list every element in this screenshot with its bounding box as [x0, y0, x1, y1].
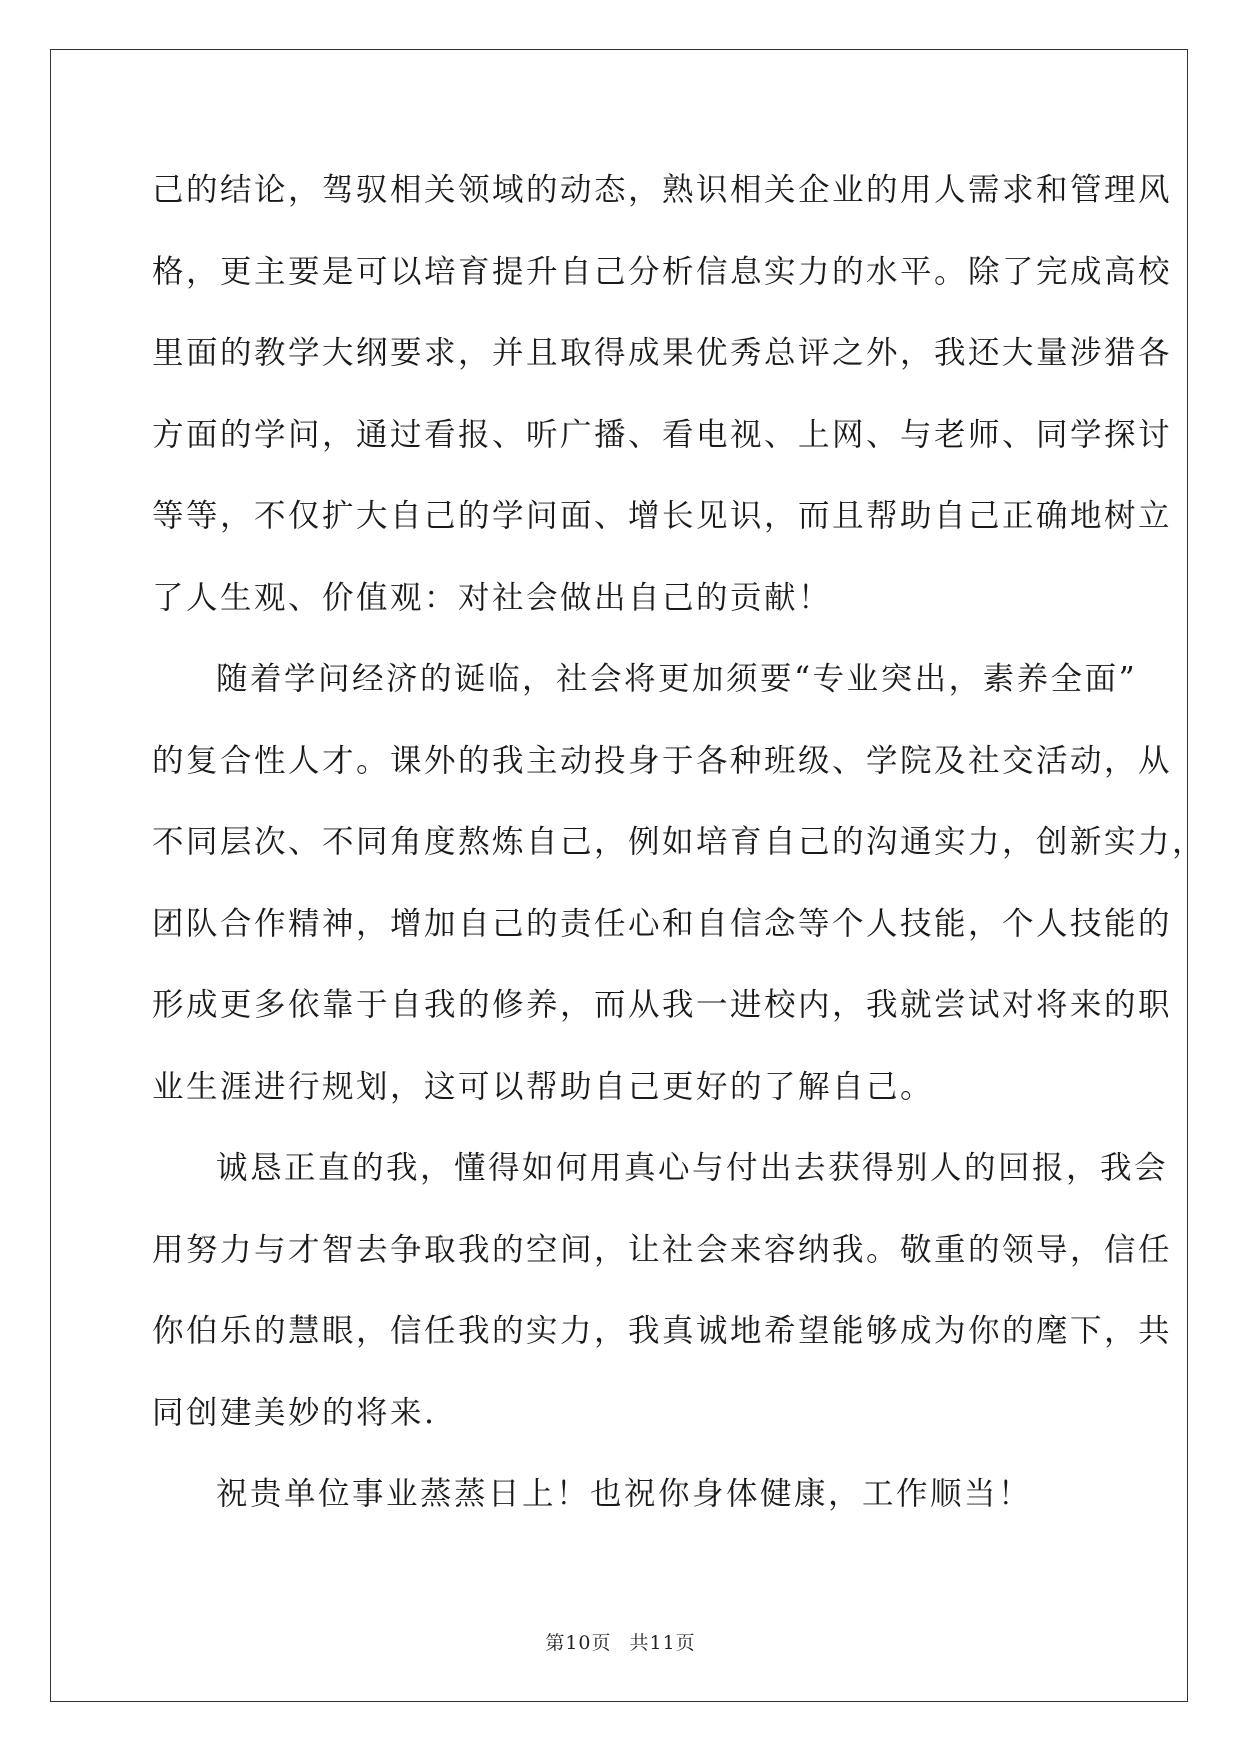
text-line: 同创建美妙的将来.	[152, 1394, 437, 1431]
page-total: 共11页	[629, 1632, 696, 1654]
text-line: 业生涯进行规划，这可以帮助自己更好的了解自己。	[152, 1068, 935, 1105]
text-line: 不同层次、不同角度熬炼自己，例如培育自己的沟通实力，创新实力，	[152, 824, 1207, 860]
text-line: 你伯乐的慧眼，信任我的实力，我真诚地希望能够成为你的麾下，共	[152, 1313, 1173, 1349]
text-line: 了人生观、价值观：对社会做出自己的贡献！	[152, 579, 833, 616]
text-line: 用努力与才智去争取我的空间，让社会来容纳我。敬重的领导，信任	[152, 1231, 1173, 1268]
text-line: 格，更主要是可以培育提升自己分析信息实力的水平。除了完成高校	[152, 253, 1173, 290]
paragraph-first-line: 随着学问经济的诞临，社会将更加须要“专业突出，素养全面”	[216, 661, 1138, 697]
text-line: 团队合作精神，增加自己的责任心和自信念等个人技能，个人技能的	[152, 905, 1173, 942]
text-line: 等等，不仅扩大自己的学问面、增长见识，而且帮助自己正确地树立	[152, 498, 1173, 534]
paragraph-first-line: 祝贵单位事业蒸蒸日上！也祝你身体健康，工作顺当！	[216, 1476, 1033, 1512]
text-line: 的复合性人才。课外的我主动投身于各种班级、学院及社交活动，从	[152, 742, 1173, 779]
document-body	[152, 165, 1207, 1551]
text-line: 形成更多依靠于自我的修养，而从我一进校内，我就尝试对将来的职	[152, 987, 1173, 1023]
paragraph-first-line: 诚恳正直的我，懂得如何用真心与付出去获得别人的回报，我会	[216, 1150, 1169, 1186]
text-line: 己的结论，驾驭相关领域的动态，熟识相关企业的用人需求和管理风	[152, 172, 1173, 208]
page-footer	[0, 1628, 1241, 1655]
text-line: 里面的教学大纲要求，并且取得成果优秀总评之外，我还大量涉猎各	[152, 335, 1173, 371]
page-number: 第10页	[545, 1632, 612, 1654]
text-line: 方面的学问，通过看报、听广播、看电视、上网、与老师、同学探讨	[152, 416, 1173, 453]
